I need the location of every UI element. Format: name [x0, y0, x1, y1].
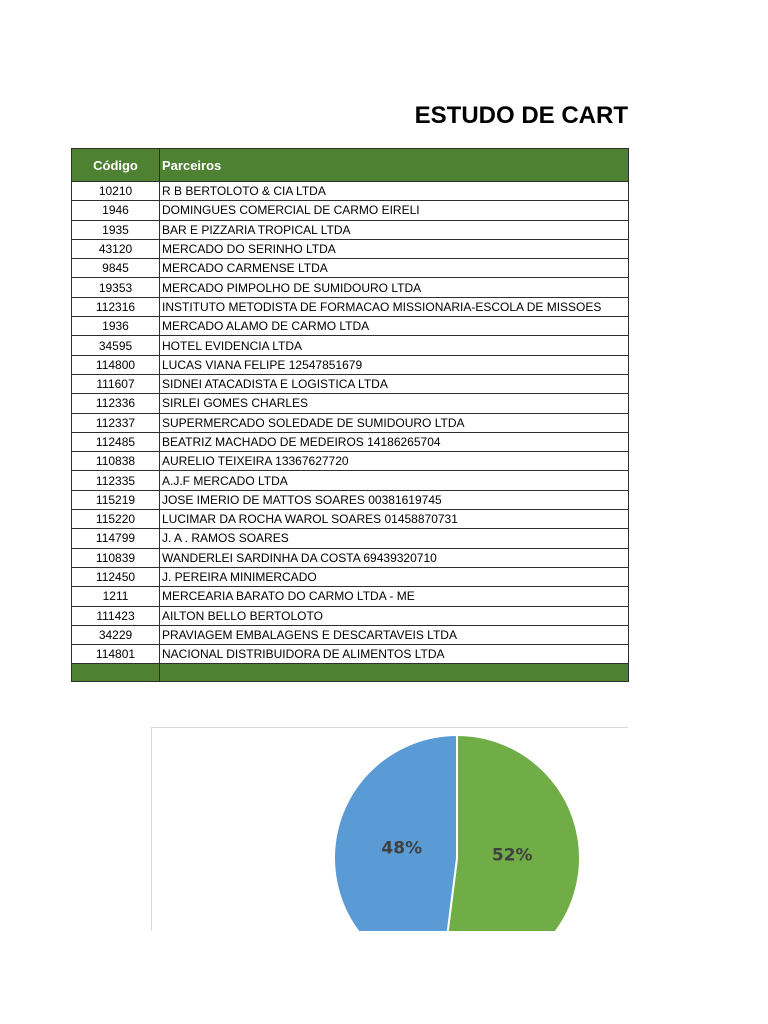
table-row: [72, 432, 629, 451]
table-row: [72, 336, 629, 355]
cell-code: 1935: [72, 220, 160, 239]
cell-code: 112485: [72, 432, 160, 451]
column-header-code: Código: [72, 149, 160, 182]
cell-partner: PRAVIAGEM EMBALAGENS E DESCARTAVEIS LTDA: [160, 625, 629, 644]
cell-code: 115220: [72, 510, 160, 529]
cell-code: 19353: [72, 278, 160, 297]
partners-table: [71, 148, 629, 682]
table-row: [72, 490, 629, 509]
cell-code: 43120: [72, 239, 160, 258]
cell-code: 110839: [72, 548, 160, 567]
table-body: [72, 182, 629, 682]
cell-code: 112316: [72, 297, 160, 316]
cell-partner: HOTEL EVIDENCIA LTDA: [160, 336, 629, 355]
cell-partner: MERCADO DO SERINHO LTDA: [160, 239, 629, 258]
pie-chart-svg: [152, 728, 628, 931]
table-row: [72, 471, 629, 490]
footer-cell: [160, 664, 629, 682]
cell-code: 112335: [72, 471, 160, 490]
table-row: [72, 201, 629, 220]
cell-code: 1946: [72, 201, 160, 220]
table-row: [72, 413, 629, 432]
table-row: [72, 239, 629, 258]
table-row: [72, 317, 629, 336]
table-row: [72, 567, 629, 586]
table-row: [72, 606, 629, 625]
cell-partner: WANDERLEI SARDINHA DA COSTA 69439320710: [160, 548, 629, 567]
table-row: [72, 529, 629, 548]
cell-partner: MERCADO PIMPOLHO DE SUMIDOURO LTDA: [160, 278, 629, 297]
table-footer-row: [72, 664, 629, 682]
cell-code: 114799: [72, 529, 160, 548]
cell-partner: R B BERTOLOTO & CIA LTDA: [160, 182, 629, 201]
table-row: [72, 548, 629, 567]
table-row: [72, 510, 629, 529]
cell-code: 110838: [72, 452, 160, 471]
page-title: ESTUDO DE CART: [414, 102, 628, 129]
cell-partner: MERCEARIA BARATO DO CARMO LTDA - ME: [160, 587, 629, 606]
cell-code: 112337: [72, 413, 160, 432]
cell-code: 10210: [72, 182, 160, 201]
cell-partner: BAR E PIZZARIA TROPICAL LTDA: [160, 220, 629, 239]
cell-partner: MERCADO CARMENSE LTDA: [160, 259, 629, 278]
table-row: [72, 625, 629, 644]
cell-partner: LUCIMAR DA ROCHA WAROL SOARES 01458870731: [160, 510, 629, 529]
cell-code: 111423: [72, 606, 160, 625]
table-header-row: [72, 149, 629, 182]
pie-slice-label: 52%: [491, 845, 533, 866]
cell-code: 111607: [72, 374, 160, 393]
table-row: [72, 355, 629, 374]
cell-code: 114800: [72, 355, 160, 374]
cell-code: 114801: [72, 645, 160, 664]
cell-partner: SIDNEI ATACADISTA E LOGISTICA LTDA: [160, 374, 629, 393]
cell-code: 1936: [72, 317, 160, 336]
cell-partner: A.J.F MERCADO LTDA: [160, 471, 629, 490]
pie-slice-1: [334, 735, 457, 931]
table-row: [72, 645, 629, 664]
cell-code: 9845: [72, 259, 160, 278]
cell-partner: AURELIO TEIXEIRA 13367627720: [160, 452, 629, 471]
cell-partner: AILTON BELLO BERTOLOTO: [160, 606, 629, 625]
pie-chart: [151, 727, 628, 931]
cell-code: 115219: [72, 490, 160, 509]
table-row: [72, 259, 629, 278]
cell-code: 34229: [72, 625, 160, 644]
table-row: [72, 220, 629, 239]
cell-partner: DOMINGUES COMERCIAL DE CARMO EIRELI: [160, 201, 629, 220]
cell-partner: BEATRIZ MACHADO DE MEDEIROS 14186265704: [160, 432, 629, 451]
cell-partner: MERCADO ALAMO DE CARMO LTDA: [160, 317, 629, 336]
cell-partner: SIRLEI GOMES CHARLES: [160, 394, 629, 413]
table-row: [72, 587, 629, 606]
pie-slice-label: 48%: [381, 838, 423, 859]
table-row: [72, 394, 629, 413]
cell-partner: INSTITUTO METODISTA DE FORMACAO MISSIONARIA-ESCOLA DE MISSOES: [160, 297, 629, 316]
table-row: [72, 278, 629, 297]
table-row: [72, 374, 629, 393]
pie-slice-0: [442, 735, 580, 931]
cell-code: 34595: [72, 336, 160, 355]
cell-code: 112450: [72, 567, 160, 586]
cell-partner: J. A . RAMOS SOARES: [160, 529, 629, 548]
cell-partner: LUCAS VIANA FELIPE 12547851679: [160, 355, 629, 374]
table-row: [72, 182, 629, 201]
cell-partner: SUPERMERCADO SOLEDADE DE SUMIDOURO LTDA: [160, 413, 629, 432]
table-row: [72, 452, 629, 471]
cell-code: 112336: [72, 394, 160, 413]
table-row: [72, 297, 629, 316]
cell-partner: J. PEREIRA MINIMERCADO: [160, 567, 629, 586]
cell-partner: NACIONAL DISTRIBUIDORA DE ALIMENTOS LTDA: [160, 645, 629, 664]
cell-code: 1211: [72, 587, 160, 606]
footer-cell: [72, 664, 160, 682]
column-header-partners: Parceiros: [160, 149, 629, 182]
cell-partner: JOSE IMERIO DE MATTOS SOARES 00381619745: [160, 490, 629, 509]
